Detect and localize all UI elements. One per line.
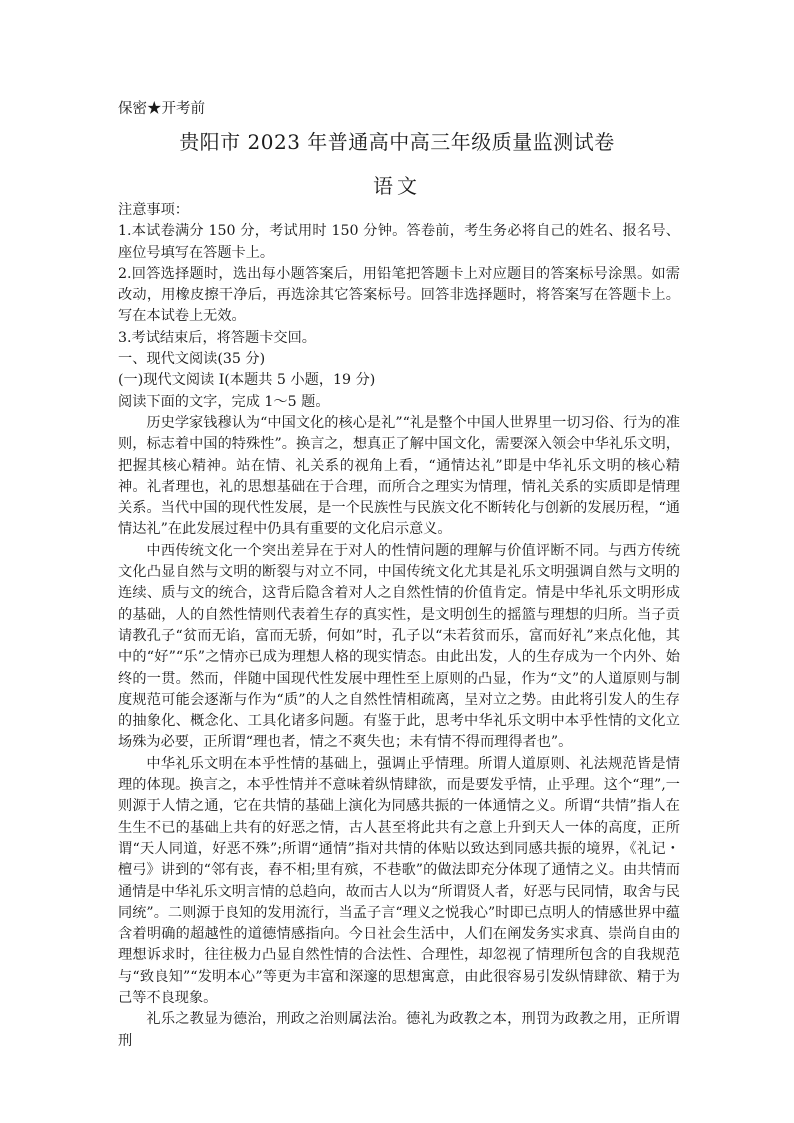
passage-paragraph: 历史学家钱穆认为“中国文化的核心是礼”“礼是整个中国人世界里一切习俗、行为的准则，标志着中国的特殊性”。换言之，想真正了解中国文化，需要深入领会中华礼乐文明，把握其核心精神。站在情、礼关系的视角上看，“通情达礼”即是中华礼乐文明的核心精神。礼者理也，礼的思想基础在于合理，而所合之理实为情理，情礼关系的实质即是情理关系。当代中国的现代性发展，是一个民族性与民族文化不断转化与创新的发展历程，“通情达礼”在此发展过程中仍具有重要的文化启示意义。 [118,414,680,538]
passage-paragraph: 中西传统文化一个突出差异在于对人的性情问题的理解与价值评断不同。与西方传统文化凸显自然与文明的断裂与对立不同，中国传统文化尤其是礼乐文明强调自然与文明的连续、质与文的统合，这背后隐含着对人之自然性情的价值肯定。情是中华礼乐文明形成的基础，人的自然性情则代表着生存的真实性，是文明创生的摇篮与理想的归所。当子贡请教孔子“贫而无谄，富而无骄，何如”时，孔子以“未若贫而乐，富而好礼”来点化他，其中的“好”“乐”之情亦已成为理想人格的现实情态。由此出发，人的生存成为一个内外、始终的一贯。然而，伴随中国现代性发展中理性至上原则的凸显，作为“文”的人道原则与制度规范可能会逐渐与作为“质”的人之自然性情相疏离，呈对立之势。由此将引发人的生存的抽象化、概念化、工具化诸多问题。有鉴于此，思考中华礼乐文明中本乎性情的文化立场殊为必要，正所谓“理也者，情之不爽失也；未有情不得而理得者也”。 [118,542,680,751]
notes-item: 3.考试结束后，将答题卡交回。 [118,329,316,346]
section-heading: 一、现代文阅读(35 分) [118,351,266,368]
exam-title: 贵阳市 2023 年普通高中高三年级质量监测试卷 [179,130,615,154]
passage-paragraph: 中华礼乐文明在本乎性情的基础上，强调止乎情理。所谓人道原则、礼法规范皆是情理的体现。换言之，本乎性情并不意味着纵情肆欲，而是要发乎情，止乎理。这个“理”,一则源于人情之通，它在共情的基础上演化为同感共振的一体通情之义。所谓“共情”指人在生生不已的基础上共有的好恶之情，古人甚至将此共有之意上升到天人一体的高度，正所谓“天人同道，好恶不殊”;所谓“通情”指对共情的体贴以致达到同感共振的境界，《礼记・檀弓》讲到的“邻有丧，舂不相;里有殡，不巷歌”的做法即充分体现了通情之义。由共情而通情是中华礼乐文明言情的总趋向，故而古人以为“所谓贤人者，好恶与民同情，取舍与民同统”。二则源于良知的发用流行，当孟子言“理义之悦我心”时即已点明人的情感世界中蕴含着明确的超越性的道德情感指向。今日社会生活中，人们在阐发务实求真、崇尚自由的理想诉求时，往往极力凸显自然性情的合法性、合理性，却忽视了情理所包含的自我规范与“致良知”“发明本心”等更为丰富和深邃的思想寓意，由此很容易引发纵情肆欲、精于为己等不良现象。 [118,755,680,1006]
passage-paragraph: 礼乐之教显为德治，刑政之治则属法治。德礼为政教之本，刑罚为政教之用，正所谓刑 [118,1011,680,1049]
notes-item: 1.本试卷满分 150 分，考试用时 150 分钟。答卷前，考生务必将自己的姓名、报名号、座位号填写在答题卡上。 [118,223,680,261]
reading-instruction: 阅读下面的文字，完成 1～5 题。 [118,393,330,410]
subject-title: 语文 [373,174,421,198]
notes-item: 2.回答选择题时，选出每小题答案后，用铅笔把答题卡上对应题目的答案标号涂黑。如需改动，用橡皮擦干净后，再选涂其它答案标号。回答非选择题时，将答案写在答题卡上。写在本试卷上无效。 [118,265,680,325]
confidential-label: 保密★开考前 [118,101,205,117]
exam-body [118,200,680,1052]
notes-heading: 注意事项： [118,202,189,218]
section-subheading: (一)现代文阅读 I(本题共 5 小题，19 分) [118,372,376,389]
